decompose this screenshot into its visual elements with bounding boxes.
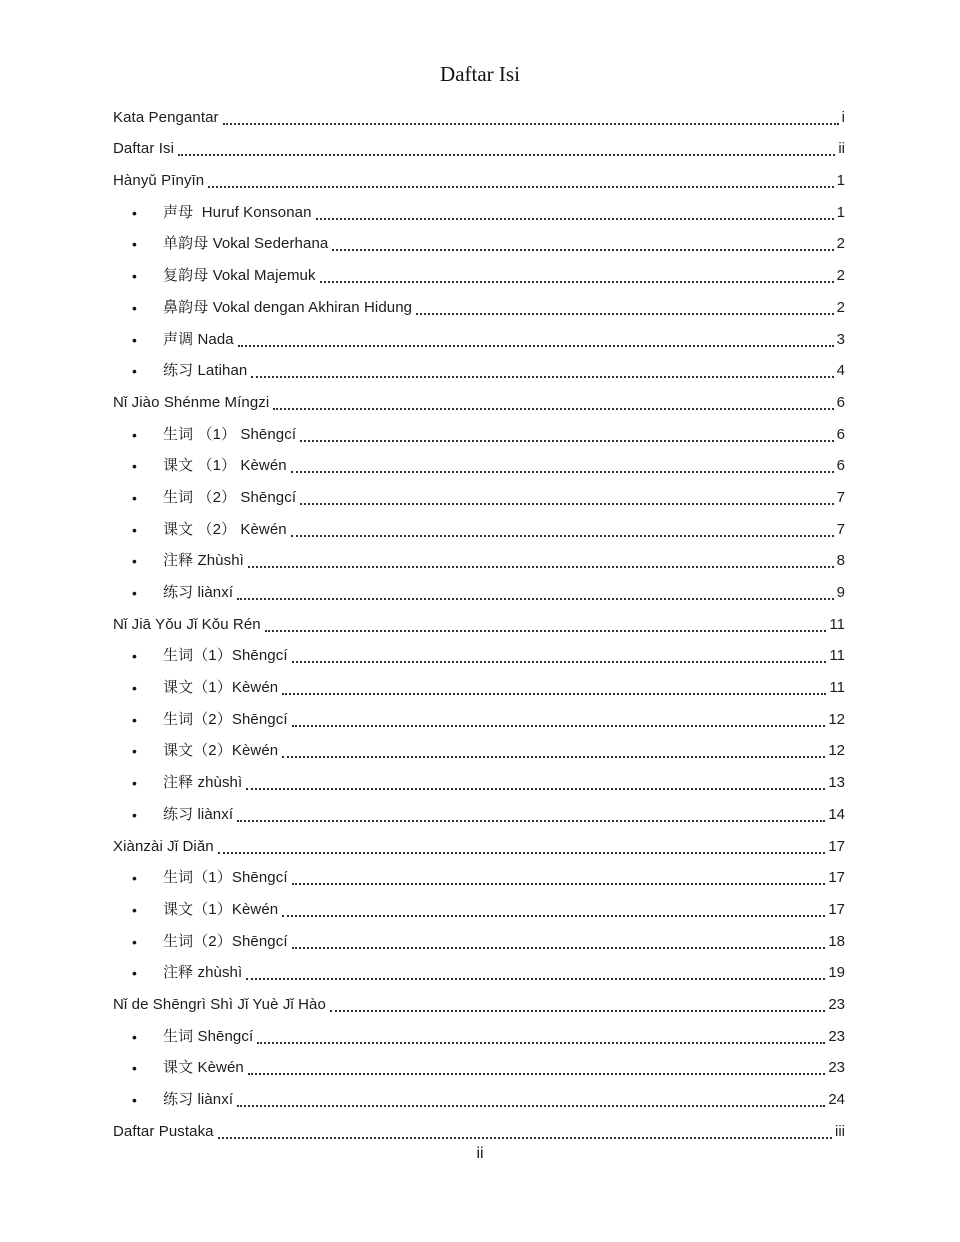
dot-leader — [218, 1137, 832, 1139]
toc-entry — [113, 1019, 845, 1051]
toc-entry — [113, 480, 845, 512]
toc-entry — [113, 861, 845, 893]
bullet-icon: • — [132, 299, 137, 316]
dot-leader — [248, 1073, 825, 1075]
toc-entry-label: 课文（1）Kèwén — [163, 679, 279, 697]
toc-entry-label: Kata Pengantar — [113, 108, 219, 126]
toc-entry-label: Xiànzài Jǐ Diǎn — [113, 837, 214, 855]
toc-entry-page: 2 — [836, 298, 845, 316]
toc-entry — [113, 512, 845, 544]
toc-entry-page: 23 — [828, 1059, 845, 1077]
dot-leader — [332, 249, 833, 251]
toc-entry-page: 24 — [828, 1091, 845, 1108]
dot-leader — [246, 978, 825, 980]
toc-entry-page: 18 — [828, 932, 845, 950]
toc-entry — [113, 195, 845, 227]
dot-leader — [223, 123, 839, 125]
toc-entry-page: 23 — [828, 995, 845, 1013]
bullet-icon: • — [132, 331, 137, 348]
toc-entry-page: 8 — [836, 552, 845, 570]
bullet-icon: • — [132, 268, 137, 285]
toc-entry — [113, 1082, 845, 1114]
bullet-icon: • — [132, 965, 137, 982]
toc-entry-page: 7 — [836, 488, 845, 506]
bullet-icon: • — [132, 711, 137, 728]
dot-leader — [330, 1010, 825, 1012]
bullet-icon: • — [132, 806, 137, 823]
dot-leader — [292, 725, 826, 727]
dot-leader — [292, 947, 826, 949]
toc-entry-label: Daftar Isi — [113, 140, 175, 158]
toc-entry-page: 17 — [828, 869, 845, 887]
toc-entry-page: 1 — [836, 203, 845, 221]
toc-entry — [113, 132, 845, 164]
toc-entry-label: 生词 （1） Shēngcí — [163, 425, 297, 443]
toc-entry — [113, 639, 845, 671]
dot-leader — [300, 440, 834, 442]
toc-entry — [113, 258, 845, 290]
toc-entry — [113, 702, 845, 734]
dot-leader — [416, 313, 834, 315]
dot-leader — [265, 630, 827, 632]
toc-entry-page: 6 — [836, 457, 845, 475]
bullet-icon: • — [132, 775, 137, 792]
bullet-icon: • — [132, 521, 137, 538]
toc-entry — [113, 607, 845, 639]
toc-entry-page: 3 — [836, 330, 845, 348]
dot-leader — [320, 281, 834, 283]
toc-entry-page: 2 — [836, 267, 845, 285]
toc-entry-page: 12 — [828, 710, 845, 728]
toc-entry-label: 单韵母 Vokal Sederhana — [163, 235, 329, 253]
dot-leader — [291, 535, 834, 537]
bullet-icon: • — [132, 933, 137, 950]
toc-entry-label: Nǐ Jiā Yǒu Jǐ Kǒu Rén — [113, 615, 261, 633]
toc-entry-label: 练习 liànxí — [163, 1091, 234, 1108]
dot-leader — [208, 186, 833, 188]
footer-page-number: ii — [476, 1145, 484, 1162]
toc-entry-page: 13 — [828, 774, 845, 792]
bullet-icon: • — [132, 489, 137, 506]
page-title: Daftar Isi — [440, 62, 520, 86]
toc-entry-label: Nǐ Jiào Shénme Míngzi — [113, 393, 270, 411]
bullet-icon: • — [132, 743, 137, 760]
dot-leader — [237, 1105, 825, 1107]
dot-leader — [316, 218, 834, 220]
toc-entry-label: 复韵母 Vokal Majemuk — [163, 267, 316, 285]
toc-entry-page: 11 — [829, 615, 845, 633]
dot-leader — [237, 598, 834, 600]
toc-entry-label: 课文 Kèwén — [163, 1059, 244, 1077]
toc-entry — [113, 417, 845, 449]
toc-entry-label: Daftar Pustaka — [113, 1122, 214, 1140]
toc-entry-label: Hànyǔ Pīnyīn — [113, 172, 205, 190]
toc-entry-page: 11 — [829, 647, 845, 665]
toc-entry — [113, 227, 845, 259]
toc-entry-page: 6 — [836, 393, 845, 411]
toc-entry-label: 生词（2）Shēngcí — [163, 710, 288, 728]
toc-entry — [113, 924, 845, 956]
toc-entry — [113, 322, 845, 354]
toc-entry-label: 注释 Zhùshì — [163, 552, 244, 570]
toc-entry-page: 12 — [828, 742, 845, 760]
toc-entry-page: i — [841, 108, 845, 126]
toc-entry-label: 练习 Latihan — [163, 362, 248, 380]
toc-entry-page: 7 — [836, 520, 845, 538]
toc-entry — [113, 956, 845, 988]
toc-entry-label: 练习 liànxí — [163, 805, 234, 823]
dot-leader — [282, 693, 826, 695]
dot-leader — [282, 756, 825, 758]
bullet-icon: • — [132, 1060, 137, 1077]
toc-entry — [113, 829, 845, 861]
toc-entry-page: 1 — [836, 172, 845, 190]
toc-entry-label: 鼻韵母 Vokal dengan Akhiran Hidung — [163, 298, 413, 316]
toc-entry — [113, 670, 845, 702]
dot-leader — [248, 566, 834, 568]
toc-entry-page: 6 — [836, 425, 845, 443]
toc-entry-label: 注释 zhùshì — [163, 774, 243, 792]
toc-entry-label: 声调 Nada — [163, 330, 234, 348]
toc-entry-label: 注释 zhùshì — [163, 964, 243, 982]
bullet-icon: • — [132, 1092, 137, 1108]
toc-entry — [113, 987, 845, 1019]
toc-entry-label: 生词（2）Shēngcí — [163, 932, 288, 950]
bullet-icon: • — [132, 553, 137, 570]
toc-entry-label: Nǐ de Shēngrì Shì Jǐ Yuè Jǐ Hào — [113, 995, 326, 1013]
toc-entry-label: 声母 Huruf Konsonan — [163, 203, 312, 221]
toc-entry — [113, 765, 845, 797]
toc-entry — [113, 544, 845, 576]
toc-entry — [113, 354, 845, 386]
toc-entry-label: 课文（1）Kèwén — [163, 900, 279, 918]
dot-leader — [257, 1042, 825, 1044]
dot-leader — [178, 154, 835, 156]
toc-entry — [113, 290, 845, 322]
toc-entry — [113, 734, 845, 766]
dot-leader — [273, 408, 833, 410]
toc-entry-label: 生词 Shēngcí — [163, 1027, 254, 1045]
bullet-icon: • — [132, 680, 137, 697]
toc-entry-page: 19 — [828, 964, 845, 982]
toc-entry-page: iii — [835, 1122, 845, 1140]
bullet-icon: • — [132, 236, 137, 253]
toc-entry-label: 课文（2）Kèwén — [163, 742, 279, 760]
bullet-icon: • — [132, 901, 137, 918]
toc-entry-page: 11 — [829, 679, 845, 697]
bullet-icon: • — [132, 204, 137, 221]
toc-entry — [113, 385, 845, 417]
toc-entry-label: 生词（1）Shēngcí — [163, 869, 288, 887]
dot-leader — [300, 503, 834, 505]
bullet-icon: • — [132, 363, 137, 380]
toc-entry-label: 生词（1）Shēngcí — [163, 647, 288, 665]
toc-entry-page: 17 — [828, 900, 845, 918]
dot-leader — [251, 376, 833, 378]
bullet-icon: • — [132, 458, 137, 475]
dot-leader — [238, 345, 834, 347]
toc-entry-label: 练习 liànxí — [163, 584, 234, 601]
dot-leader — [282, 915, 825, 917]
toc-entry — [113, 1114, 845, 1146]
bullet-icon: • — [132, 585, 137, 601]
toc-entry — [113, 575, 845, 607]
toc-entry-page: 4 — [836, 362, 845, 380]
toc-entry — [113, 449, 845, 481]
toc-entry-page: ii — [838, 140, 845, 158]
bullet-icon: • — [132, 1028, 137, 1045]
toc-entry-page: 23 — [828, 1027, 845, 1045]
toc-entry-page: 14 — [828, 805, 845, 823]
toc-entry-page: 2 — [836, 235, 845, 253]
dot-leader — [291, 471, 834, 473]
toc-entry-label: 课文 （2） Kèwén — [163, 520, 287, 538]
dot-leader — [218, 852, 826, 854]
dot-leader — [237, 820, 825, 822]
bullet-icon: • — [132, 648, 137, 665]
dot-leader — [292, 661, 827, 663]
toc-entry — [113, 892, 845, 924]
table-of-contents — [0, 100, 960, 1146]
bullet-icon: • — [132, 426, 137, 443]
toc-entry-label: 生词 （2） Shēngcí — [163, 488, 297, 506]
bullet-icon: • — [132, 870, 137, 887]
toc-entry — [113, 100, 845, 132]
dot-leader — [246, 788, 825, 790]
toc-entry — [113, 163, 845, 195]
toc-entry-page: 17 — [828, 837, 845, 855]
toc-entry — [113, 1051, 845, 1083]
toc-entry-page: 9 — [836, 584, 845, 601]
toc-entry — [113, 797, 845, 829]
toc-entry-label: 课文 （1） Kèwén — [163, 457, 287, 475]
dot-leader — [292, 883, 826, 885]
